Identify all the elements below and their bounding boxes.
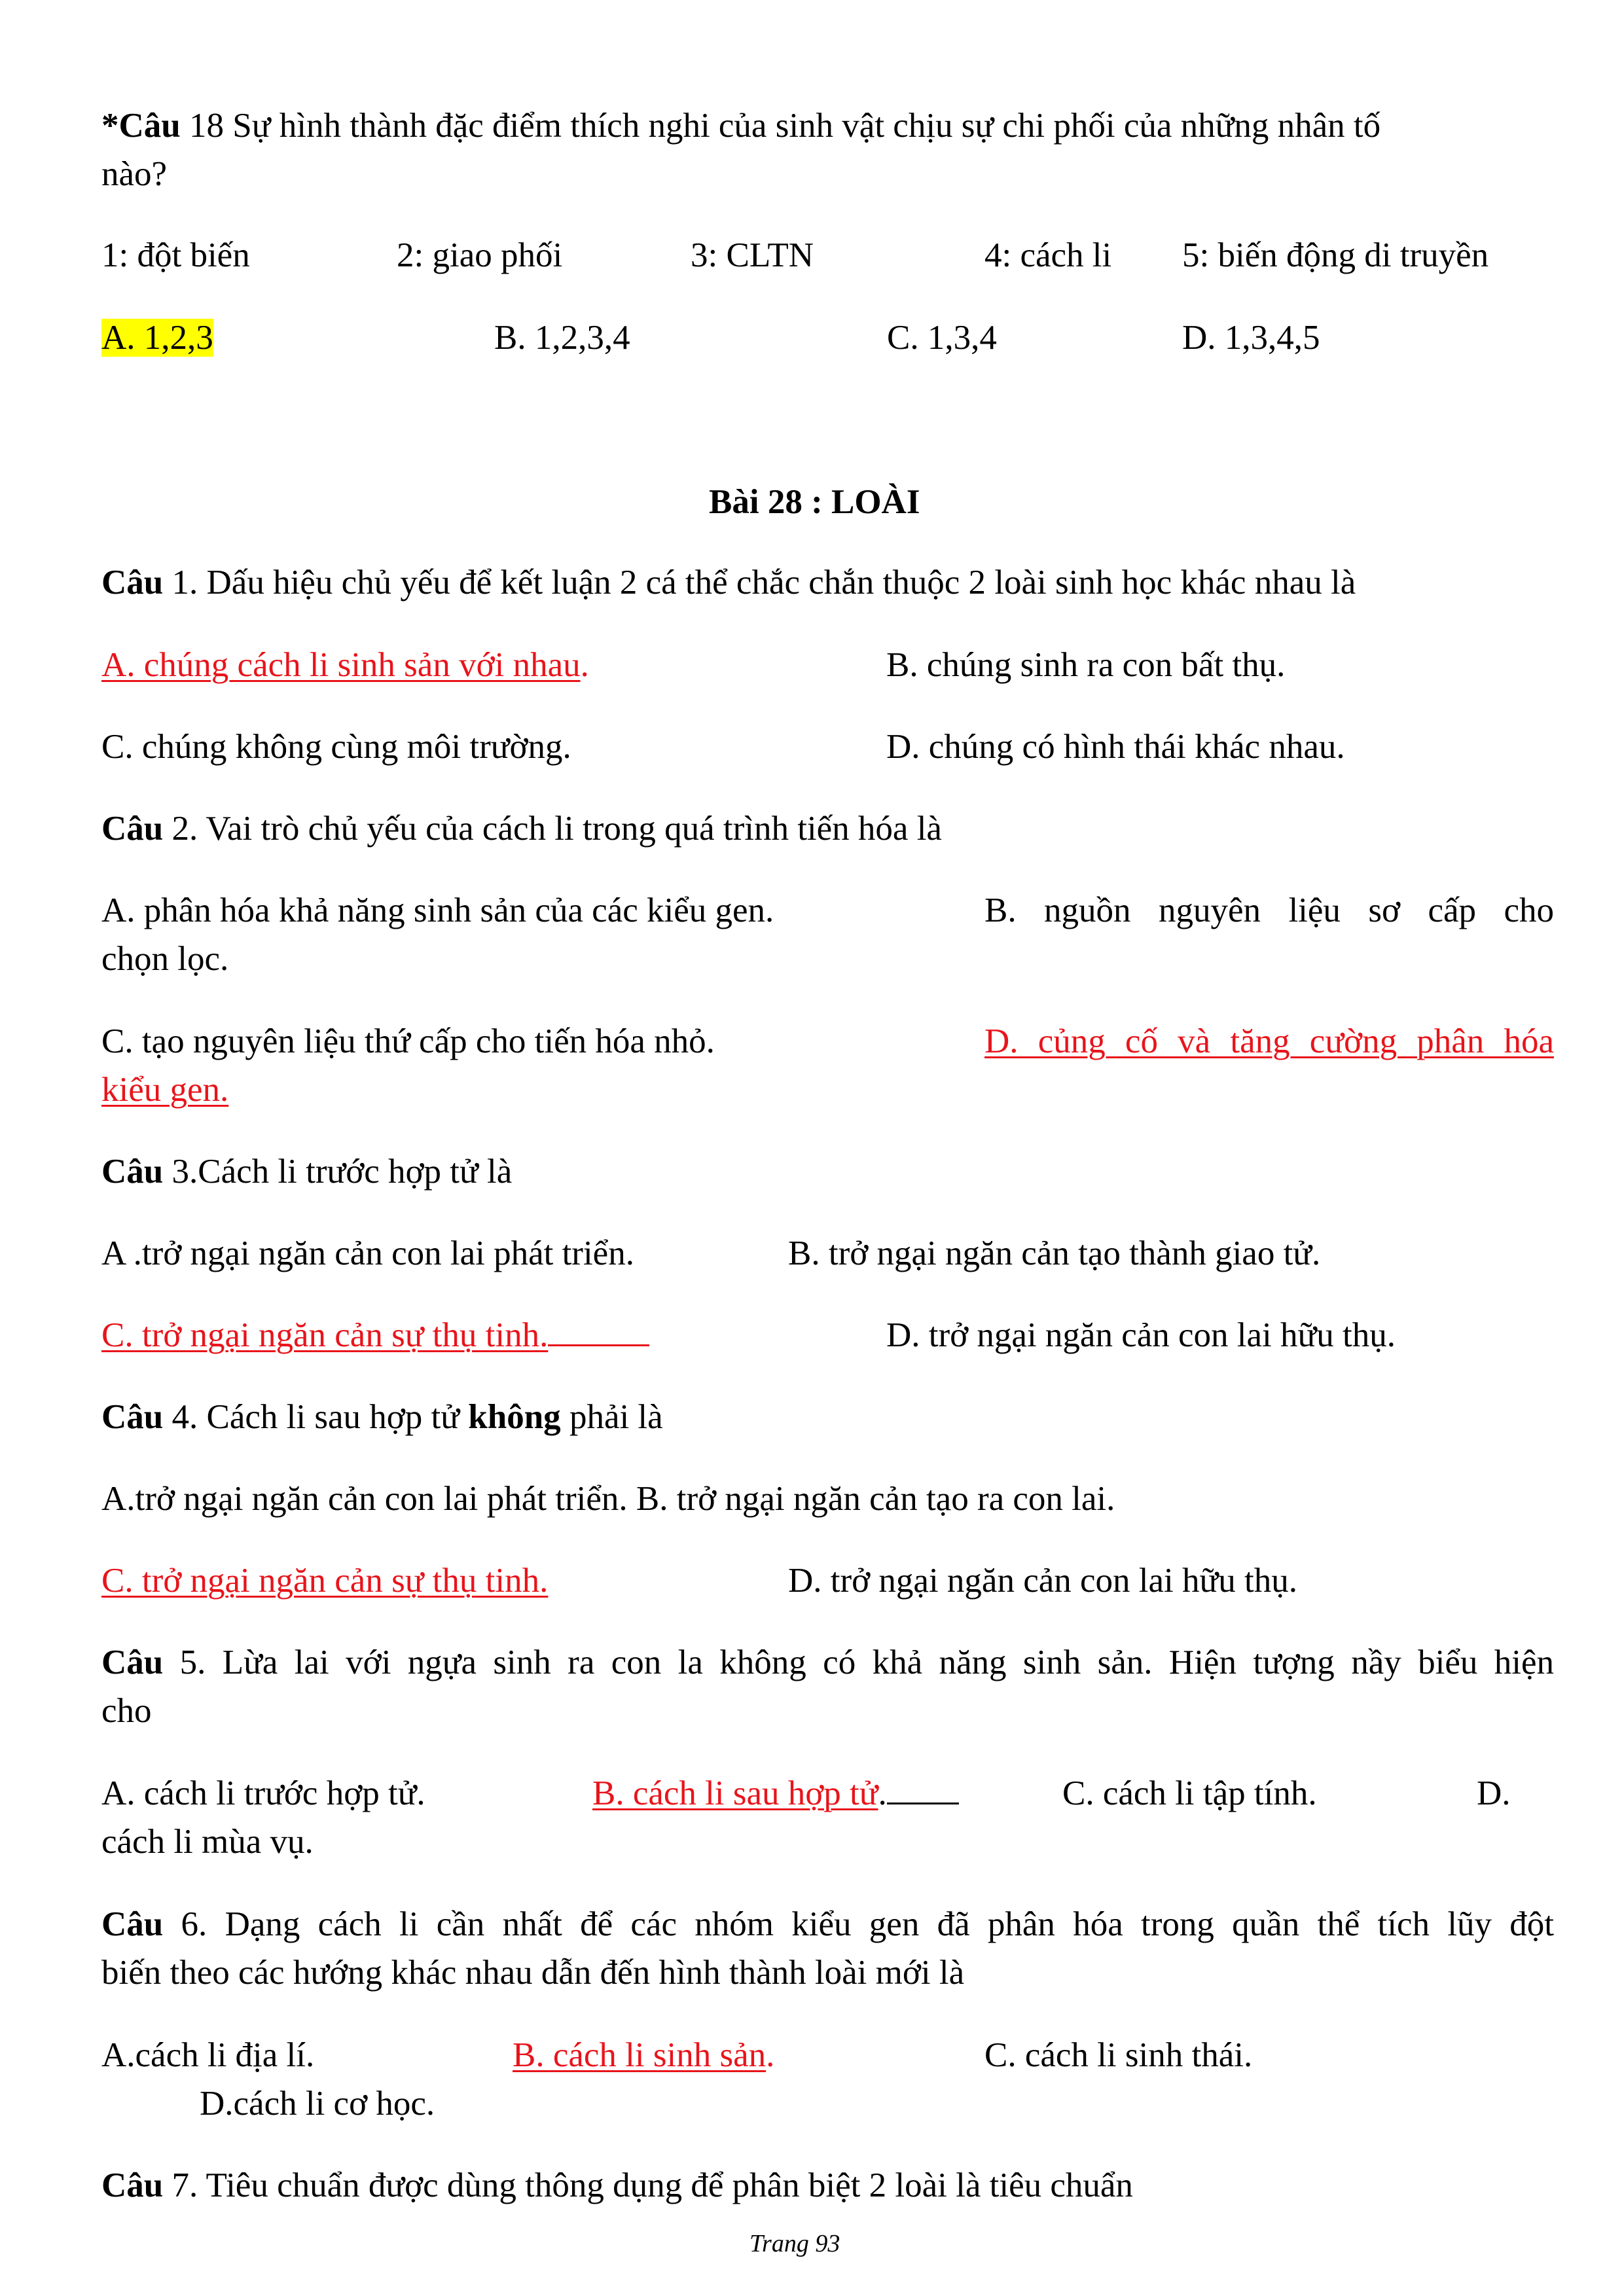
q2-answer-cont: kiểu gen. <box>101 1071 229 1109</box>
q5-option-d-text: cách li mùa vụ. <box>101 1823 314 1861</box>
q3-option-d: D. trở ngại ngăn cản con lai hữu thụ. <box>886 1316 1396 1354</box>
q1-option-b: B. chúng sinh ra con bất thụ. <box>886 646 1286 684</box>
q4-text-a: 4. Cách li sau hợp tử <box>163 1398 469 1436</box>
q3-answer: C. trở ngại ngăn cản sự thụ tinh. <box>101 1316 549 1354</box>
q1-option-a <box>101 641 589 689</box>
q5-stem-cont: cho <box>101 1692 152 1730</box>
q6-stem <box>101 1900 1554 1948</box>
q4-label: Câu <box>101 1398 164 1436</box>
q18-factor-5: 5: biến động di truyền <box>1182 236 1489 274</box>
q6-option-b <box>513 2031 774 2079</box>
q18-factor-1: 1: đột biến <box>101 236 250 274</box>
page-footer: Trang 93 <box>749 2230 840 2257</box>
q18-stem-cont: nào? <box>101 155 168 193</box>
lesson-title: Bài 28 : LOÀI <box>709 483 920 521</box>
q18-option-b: B. 1,2,3,4 <box>494 319 630 357</box>
q2-option-c: C. tạo nguyên liệu thứ cấp cho tiến hóa nhỏ. <box>101 1022 715 1060</box>
q5-option-a: A. cách li trước hợp tử. <box>101 1774 425 1812</box>
q4-text-bold: không <box>468 1398 561 1436</box>
q5-option-c: C. cách li tập tính. <box>1062 1774 1317 1812</box>
q2-option-b: B. nguồn nguyên liệu sơ cấp cho <box>984 891 1554 929</box>
q5-option-d-label: D. <box>1477 1774 1511 1812</box>
q1-stem <box>101 558 1356 607</box>
q5-option-b <box>592 1769 959 1818</box>
q2-option-a: A. phân hóa khả năng sinh sản của các kiểu gen. <box>101 891 774 929</box>
q5-answer: B. cách li sau hợp tử <box>592 1774 878 1812</box>
q6-option-a: A.cách li địa lí. <box>101 2036 315 2074</box>
q5-stem <box>101 1638 1554 1687</box>
q5-text: 5. Lừa lai với ngựa sinh ra con la không có khả năng sinh sản. Hiện tượng nầy biểu hiện <box>163 1643 1554 1681</box>
q7-label: Câu <box>101 2166 164 2204</box>
q2-text: 2. Vai trò chủ yếu của cách li trong quá trình tiến hóa là <box>163 810 942 848</box>
q4-text-c: phải là <box>560 1398 663 1436</box>
q18-factor-3: 3: CLTN <box>691 236 814 274</box>
q3-label: Câu <box>101 1153 164 1191</box>
q18-factor-4: 4: cách li <box>984 236 1112 274</box>
q4-option-ab: A.trở ngại ngăn cản con lai phát triển. B. trở ngại ngăn cản tạo ra con lai. <box>101 1480 1115 1518</box>
q1-text: 1. Dấu hiệu chủ yếu để kết luận 2 cá thể chắc chắn thuộc 2 loài sinh học khác nhau là <box>163 564 1356 601</box>
q2-label: Câu <box>101 810 164 848</box>
q1-option-c: C. chúng không cùng môi trường. <box>101 728 571 766</box>
q3-answer-underline-pad <box>548 1312 649 1346</box>
q18-label: *Câu <box>101 107 181 145</box>
q6-answer: B. cách li sinh sản <box>513 2036 767 2074</box>
q3-stem <box>101 1147 512 1196</box>
q2-option-d <box>984 1017 1554 1066</box>
q3-option-b: B. trở ngại ngăn cản tạo thành giao tử. <box>788 1234 1321 1272</box>
q18-answer-highlight: A. 1,2,3 <box>101 319 213 357</box>
q7-text: 7. Tiêu chuẩn được dùng thông dụng để phân biệt 2 loài là tiêu chuẩn <box>163 2166 1133 2204</box>
q6-text: 6. Dạng cách li cần nhất để các nhóm kiểu gen đã phân hóa trong quần thể tích lũy đột <box>163 1905 1554 1943</box>
q18-option-d: D. 1,3,4,5 <box>1182 319 1320 357</box>
q18-option-a <box>101 314 213 362</box>
q18-option-c: C. 1,3,4 <box>887 319 997 357</box>
q6-option-d: D.cách li cơ học. <box>200 2085 435 2123</box>
q6-label: Câu <box>101 1905 164 1943</box>
q5-answer-underline-pad <box>887 1770 959 1804</box>
q4-stem <box>101 1393 663 1441</box>
q5-label: Câu <box>101 1643 164 1681</box>
q4-answer: C. trở ngại ngăn cản sự thụ tinh. <box>101 1562 549 1600</box>
q18-text: 18 Sự hình thành đặc điểm thích nghi của sinh vật chịu sự chi phối của những nhân tố <box>180 107 1381 145</box>
q4-option-d: D. trở ngại ngăn cản con lai hữu thụ. <box>788 1562 1297 1600</box>
q2-stem <box>101 804 942 853</box>
q18-factor-2: 2: giao phối <box>397 236 563 274</box>
q18-stem <box>101 101 1380 150</box>
q1-answer-period: . <box>580 646 589 684</box>
q7-stem <box>101 2161 1133 2210</box>
q2-option-b-cont: chọn lọc. <box>101 940 229 978</box>
q1-option-d: D. chúng có hình thái khác nhau. <box>886 728 1345 766</box>
q6-stem-cont: biến theo các hướng khác nhau dẫn đến hình thành loài mới là <box>101 1954 965 1992</box>
q3-option-a: A .trở ngại ngăn cản con lai phát triển. <box>101 1234 634 1272</box>
q4-option-c <box>101 1556 548 1605</box>
q1-label: Câu <box>101 564 164 601</box>
q6-answer-period: . <box>766 2036 775 2074</box>
q6-option-c: C. cách li sinh thái. <box>984 2036 1253 2074</box>
q2-answer: D. củng cố và tăng cường phân hóa <box>984 1022 1554 1060</box>
q3-text: 3.Cách li trước hợp tử là <box>163 1153 513 1191</box>
q5-answer-period: . <box>878 1774 887 1812</box>
q1-answer: A. chúng cách li sinh sản với nhau <box>101 646 581 684</box>
q2-option-d-cont <box>101 1066 228 1114</box>
q3-option-c <box>101 1311 649 1359</box>
